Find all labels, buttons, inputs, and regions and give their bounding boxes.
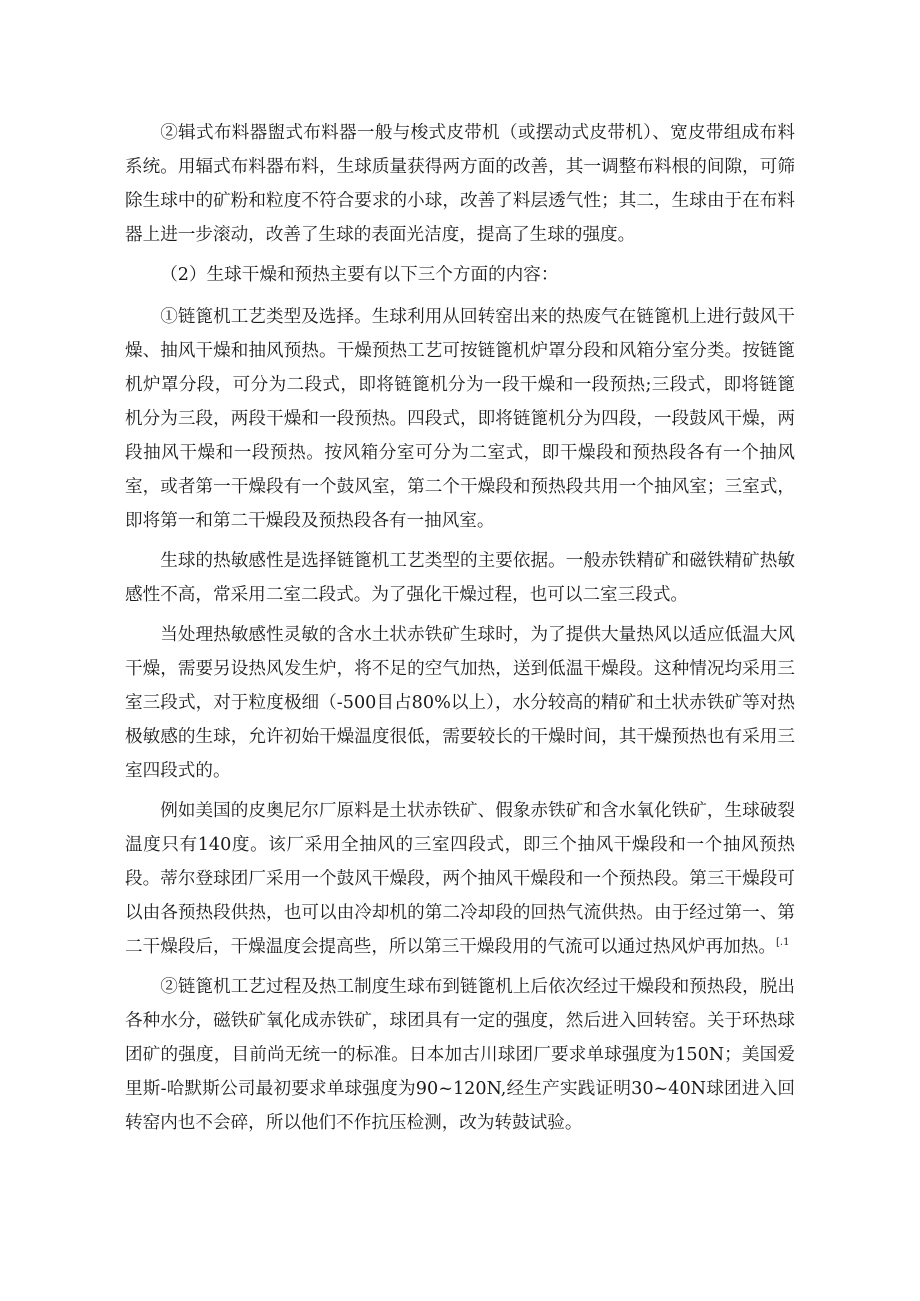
paragraph-thermal-regime: ②链篦机工艺过程及热工制度生球布到链篦机上后依次经过干燥段和预热段，脱出各种水分，磁铁矿氧化成赤铁矿，球团具有一定的强度，然后进入回转窑。关于环热球团矿的强度，目前尚无统一的标准。日本加古川球团厂要求单球强度为150N；美国爱里斯-哈默斯公司最初要求单球强度为90~120N,经生产实践证明30~40N球团进入回转窑内也不会碎，所以他们不作抗压检测，改为转鼓试验。 — [125, 977, 795, 1133]
paragraph-heat-sensitivity: 生球的热敏感性是选择链篦机工艺类型的主要依据。一般赤铁精矿和磁铁精矿热敏感性不高，常采用二室二段式。为了强化干燥过程，也可以二室三段式。 — [125, 551, 795, 605]
paragraph-grate-process-types: ①链篦机工艺类型及选择。生球利用从回转窑出来的热废气在链篦机上进行鼓风干燥、抽风干燥和抽风预热。干燥预热工艺可按链篦机炉罩分段和风箱分室分类。按链篦机炉罩分段，可分为二段式，即将链篦机分为一段干燥和一段预热;三段式，即将链篦机分为三段，两段干燥和一段预热。四段式，即将链篦机分为四段，一段鼓风干燥，两段抽风干燥和一段预热。按风箱分室可分为二室式，即干燥段和预热段各有一个抽风室，或者第一干燥段有一个鼓风室，第二个干燥段和预热段共用一个抽风室；三室式，即将第一和第二干燥段及预热段各有一抽风室。 — [125, 307, 795, 531]
citation-marker: [.1 — [775, 937, 790, 949]
paragraph-drying-heading: （2）生球干燥和预热主要有以下三个方面的内容： — [160, 265, 559, 285]
paragraph-us-plant-example — [125, 794, 795, 964]
document-body — [125, 116, 795, 1146]
paragraph-distributor: ②辑式布料器盥式布料器一般与梭式皮带机（或摆动式皮带机）、宽皮带组成布料系统。用辐式布料器布料，生球质量获得两方面的改善，其一调整布料根的间隙，可筛除生球中的矿粉和粒度不符合要求的小球，改善了料层透气性；其二，生球由于在布料器上进一步滚动，改善了生球的表面光洁度，提高了生球的强度。 — [125, 123, 795, 245]
paragraph-earthy-hematite: 当处理热敏感性灵敏的含水土状赤铁矿生球时，为了提供大量热风以适应低温大风干燥，需要另设热风发生炉，将不足的空气加热，送到低温干燥段。这种情况均采用三室三段式，对于粒度极细（-500目占80%以上），水分较高的精矿和土状赤铁矿等对热极敏感的生球，允许初始干燥温度很低，需要较长的干燥时间，其干燥预热也有采用三室四段式的。 — [125, 625, 795, 781]
paragraph-us-plant-text: 例如美国的皮奥尼尔厂原料是土状赤铁矿、假象赤铁矿和含水氧化铁矿，生球破裂温度只有140度。该厂采用全抽风的三室四段式，即三个抽风干燥段和一个抽风预热段。蒂尔登球团厂采用一个鼓风干燥段，两个抽风干燥段和一个预热段。第三干燥段可以由各预热段供热，也可以由冷却机的第二冷却段的回热气流供热。由于经过第一、第二干燥段后，干燥温度会提高些，所以第三干燥段用的气流可以通过热风炉再加热。 — [125, 801, 795, 957]
